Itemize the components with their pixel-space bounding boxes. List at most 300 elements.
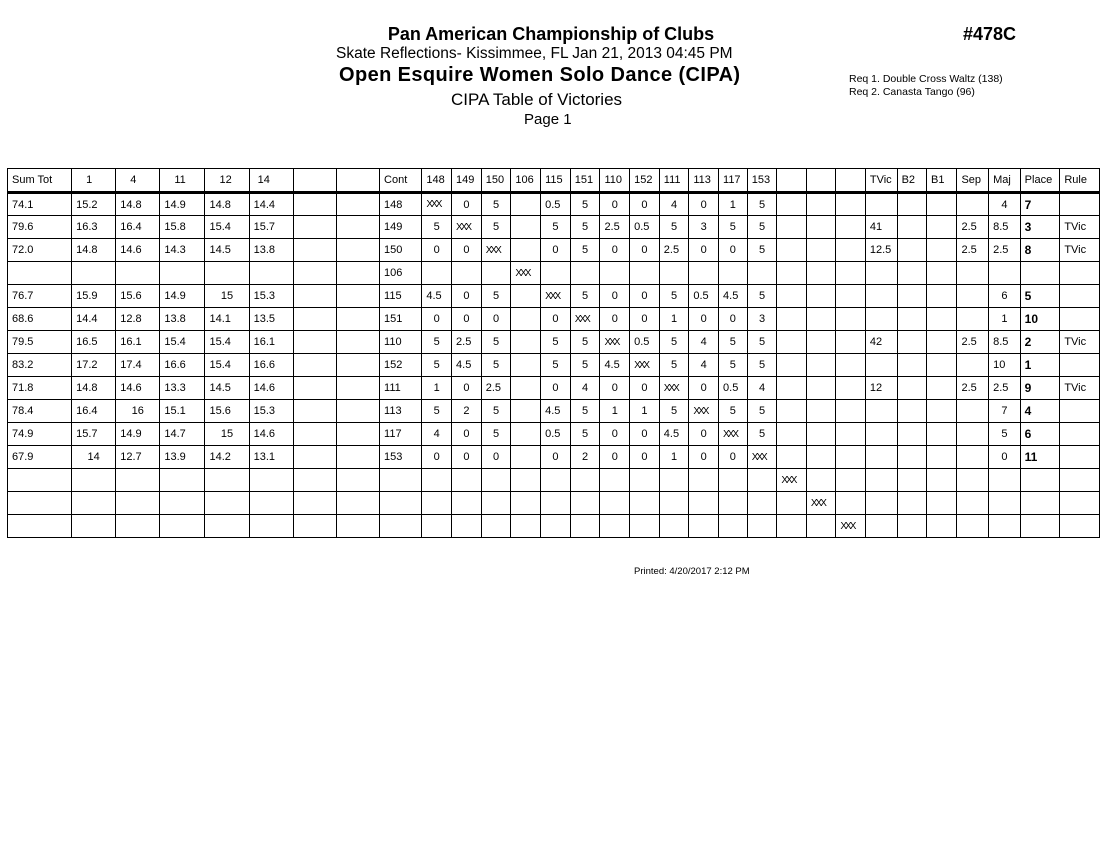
table-cell [293,492,336,515]
table-cell: 4 [747,377,777,400]
table-cell [777,446,806,469]
table-cell [865,262,897,285]
table-cell: 1 [630,400,660,423]
table-cell [836,423,865,446]
table-cell [570,492,600,515]
table-cell [897,515,926,538]
table-cell: 2.5 [957,216,989,239]
table-cell: 0 [452,193,482,216]
table-cell: 0 [600,377,630,400]
printed-timestamp: Printed: 4/20/2017 2:12 PM [634,566,750,577]
table-cell [865,354,897,377]
table-cell [957,492,989,515]
table-cell [72,469,116,492]
table-cell [511,354,541,377]
table-cell [600,492,630,515]
table-cell: 2.5 [957,239,989,262]
column-header: 12 [205,169,249,193]
table-cell [336,285,379,308]
table-cell [927,400,957,423]
table-cell: 5 [570,423,600,446]
table-cell: 0 [541,239,571,262]
table-cell: 2.5 [957,331,989,354]
table-cell [541,262,571,285]
table-cell [293,515,336,538]
table-cell: 0.5 [689,285,719,308]
table-cell [452,262,482,285]
table-cell: 4.5 [659,423,689,446]
table-cell: 13.3 [160,377,205,400]
table-cell: 0 [630,193,660,216]
table-cell [570,469,600,492]
table-cell: 78.4 [8,400,72,423]
self-cross-cell: XXX [452,216,482,239]
table-cell: 14.8 [116,193,160,216]
table-cell [336,377,379,400]
table-cell [293,469,336,492]
table-cell [836,492,865,515]
table-cell: 4 [570,377,600,400]
column-header: TVic [865,169,897,193]
table-cell [927,469,957,492]
table-cell [293,377,336,400]
table-cell: 5 [747,239,777,262]
self-cross-cell: XXX [570,308,600,331]
event-name: Open Esquire Women Solo Dance (CIPA) [339,64,741,86]
table-cell: 76.7 [8,285,72,308]
table-cell: 0 [689,423,719,446]
table-cell: 74.1 [8,193,72,216]
table-cell [452,492,482,515]
table-cell: 74.9 [8,423,72,446]
victories-table [7,168,1100,538]
table-cell: 15 [205,285,249,308]
table-row [8,216,1100,239]
table-cell [777,285,806,308]
table-cell [1060,354,1100,377]
table-cell [897,285,926,308]
table-cell: 150 [380,239,422,262]
table-cell [8,262,72,285]
table-cell: 149 [380,216,422,239]
requirements-list [849,73,1003,99]
table-cell [659,469,689,492]
column-header: 151 [570,169,600,193]
table-row [8,377,1100,400]
table-cell: 15.4 [205,331,249,354]
table-cell [806,469,835,492]
table-cell: 0 [630,377,660,400]
table-cell [777,423,806,446]
place-cell [1020,492,1060,515]
column-header: 110 [600,169,630,193]
table-cell: 0.5 [541,193,571,216]
report-subtitle: CIPA Table of Victories [451,90,623,109]
table-cell [777,515,806,538]
table-cell [927,239,957,262]
table-cell: 67.9 [8,446,72,469]
table-cell [719,469,748,492]
table-cell: 0 [481,446,511,469]
table-cell: 14.9 [160,285,205,308]
table-cell [293,239,336,262]
table-cell [630,515,660,538]
table-cell [806,285,835,308]
table-cell [511,193,541,216]
table-cell [836,354,865,377]
table-cell: 0.5 [630,216,660,239]
table-cell [511,446,541,469]
requirement-2: Req 2. Canasta Tango (96) [849,86,975,98]
table-cell [422,515,452,538]
column-header [336,169,379,193]
self-cross-cell: XXX [600,331,630,354]
table-cell: 3 [689,216,719,239]
table-cell [897,469,926,492]
table-cell: 15.4 [205,216,249,239]
column-header: Sum Tot [8,169,72,193]
table-cell: TVic [1060,216,1100,239]
table-cell [336,446,379,469]
table-cell [293,354,336,377]
page-number: Page 1 [524,111,572,128]
table-cell [836,239,865,262]
table-cell: 0 [719,239,748,262]
table-cell [897,193,926,216]
table-cell [293,400,336,423]
table-cell [630,469,660,492]
table-cell: 2.5 [989,377,1021,400]
table-cell [806,216,835,239]
table-cell: 16.3 [72,216,116,239]
table-cell: 5 [570,331,600,354]
table-cell [836,331,865,354]
table-cell [989,515,1021,538]
table-cell [927,308,957,331]
table-cell: 5 [570,193,600,216]
table-cell: 7 [989,400,1021,423]
table-cell: 106 [380,262,422,285]
place-cell: 10 [1020,308,1060,331]
column-header: B2 [897,169,926,193]
table-cell: 4.5 [422,285,452,308]
table-cell [777,492,806,515]
table-cell [836,285,865,308]
table-cell [72,262,116,285]
table-cell [422,469,452,492]
table-cell: 5 [719,400,748,423]
table-cell: 13.8 [249,239,293,262]
table-cell: 14.9 [116,423,160,446]
table-cell: 5 [481,216,511,239]
table-cell [865,446,897,469]
table-cell [293,423,336,446]
report-title: Pan American Championship of Clubs [387,24,715,44]
table-cell: 5 [747,285,777,308]
place-cell [1020,262,1060,285]
table-cell: 0 [422,308,452,331]
table-cell: 13.8 [160,308,205,331]
table-cell: 0 [600,239,630,262]
table-cell: 6 [989,285,1021,308]
table-cell [1060,423,1100,446]
table-row [8,354,1100,377]
table-cell: 13.5 [249,308,293,331]
table-cell: 15.4 [205,354,249,377]
table-cell: 1 [989,308,1021,331]
table-row [8,469,1100,492]
place-cell: 9 [1020,377,1060,400]
table-cell [806,193,835,216]
table-row [8,400,1100,423]
table-cell [249,515,293,538]
table-cell [806,515,835,538]
table-cell: 0 [600,308,630,331]
table-cell: 5 [541,331,571,354]
table-cell [957,446,989,469]
table-cell: 5 [422,400,452,423]
table-cell: 2.5 [659,239,689,262]
table-cell [336,193,379,216]
table-cell: 4 [689,354,719,377]
table-row [8,262,1100,285]
table-cell: 12 [865,377,897,400]
column-header: 153 [747,169,777,193]
table-cell [897,308,926,331]
table-cell [205,492,249,515]
table-cell [897,377,926,400]
table-cell: 148 [380,193,422,216]
table-cell [116,515,160,538]
table-cell [452,515,482,538]
table-cell [897,216,926,239]
place-cell [1020,515,1060,538]
table-cell [511,377,541,400]
table-cell [806,308,835,331]
table-cell: 14.8 [205,193,249,216]
table-cell [630,492,660,515]
table-cell [600,515,630,538]
table-row [8,515,1100,538]
table-cell [927,492,957,515]
table-cell: 4 [422,423,452,446]
table-cell [836,308,865,331]
table-cell: 41 [865,216,897,239]
place-cell: 3 [1020,216,1060,239]
table-cell: TVic [1060,377,1100,400]
table-cell: 5 [570,239,600,262]
table-cell [777,308,806,331]
table-cell: 14.6 [249,423,293,446]
table-cell [481,262,511,285]
table-cell: 1 [719,193,748,216]
table-cell: 5 [481,400,511,423]
column-header: 1 [72,169,116,193]
column-header [293,169,336,193]
table-row [8,423,1100,446]
table-cell: 4.5 [452,354,482,377]
table-cell: 1 [659,308,689,331]
self-cross-cell: XXX [630,354,660,377]
table-cell [1060,469,1100,492]
table-cell: 113 [380,400,422,423]
self-cross-cell: XXX [481,239,511,262]
table-cell: 16 [116,400,160,423]
place-cell: 7 [1020,193,1060,216]
column-header: 117 [719,169,748,193]
table-cell: 5 [719,331,748,354]
column-header: 152 [630,169,660,193]
table-cell [865,469,897,492]
table-cell: 5 [541,216,571,239]
table-cell [989,469,1021,492]
table-cell [511,239,541,262]
table-cell [897,400,926,423]
table-cell [160,262,205,285]
table-cell [957,193,989,216]
table-row [8,446,1100,469]
table-cell [806,377,835,400]
table-cell: 42 [865,331,897,354]
table-cell: 71.8 [8,377,72,400]
table-cell: 0 [630,285,660,308]
table-cell: 152 [380,354,422,377]
table-cell [380,515,422,538]
table-cell [336,308,379,331]
self-cross-cell: XXX [422,193,452,216]
self-cross-cell: XXX [511,262,541,285]
self-cross-cell: XXX [747,446,777,469]
self-cross-cell: XXX [689,400,719,423]
table-cell [72,492,116,515]
table-cell: 13.1 [249,446,293,469]
table-cell: 14.7 [160,423,205,446]
table-cell [777,400,806,423]
table-cell: 14.6 [116,377,160,400]
table-cell [865,285,897,308]
table-cell: 2.5 [481,377,511,400]
table-cell: 16.5 [72,331,116,354]
table-cell [160,515,205,538]
table-cell: 5 [659,400,689,423]
table-cell: 5 [719,354,748,377]
table-cell [511,331,541,354]
table-cell [511,469,541,492]
table-cell [897,239,926,262]
table-cell [1060,285,1100,308]
place-cell: 11 [1020,446,1060,469]
table-cell: 2.5 [452,331,482,354]
table-cell: 4.5 [541,400,571,423]
column-header [806,169,835,193]
table-cell: 0 [689,308,719,331]
table-cell: 0 [422,239,452,262]
table-cell [541,492,571,515]
table-cell [836,377,865,400]
place-cell: 8 [1020,239,1060,262]
table-cell [205,469,249,492]
table-cell: 13.9 [160,446,205,469]
table-cell [1060,262,1100,285]
table-cell: 5 [481,331,511,354]
table-cell [836,446,865,469]
table-cell: 0 [989,446,1021,469]
table-cell [205,262,249,285]
table-cell [747,262,777,285]
place-cell [1020,469,1060,492]
table-cell [777,377,806,400]
table-cell: 4 [989,193,1021,216]
table-cell [806,446,835,469]
table-cell [806,331,835,354]
table-cell [336,331,379,354]
table-cell [957,400,989,423]
column-header: Cont [380,169,422,193]
table-cell [336,492,379,515]
table-cell: 14.5 [205,377,249,400]
column-header: Sep [957,169,989,193]
table-cell [806,262,835,285]
table-cell [511,492,541,515]
table-cell [600,262,630,285]
self-cross-cell: XXX [719,423,748,446]
table-cell: 2.5 [957,377,989,400]
table-cell: 0 [600,193,630,216]
table-cell [336,469,379,492]
table-cell [380,492,422,515]
table-cell: 14.3 [160,239,205,262]
table-cell: 5 [481,423,511,446]
table-row [8,285,1100,308]
table-cell [570,262,600,285]
table-cell [511,515,541,538]
table-cell [249,262,293,285]
table-cell: 5 [719,216,748,239]
table-cell: 14 [72,446,116,469]
requirement-1: Req 1. Double Cross Waltz (138) [849,73,1003,85]
column-header: 4 [116,169,160,193]
table-cell: 16.6 [160,354,205,377]
table-cell [897,492,926,515]
table-cell [422,492,452,515]
table-cell: 0 [600,285,630,308]
table-cell: 68.6 [8,308,72,331]
table-row [8,239,1100,262]
table-cell: 5 [481,193,511,216]
table-cell: 5 [570,400,600,423]
table-cell: 14.8 [72,377,116,400]
table-cell [927,285,957,308]
table-cell [336,262,379,285]
table-cell: 15.3 [249,400,293,423]
table-cell: 3 [747,308,777,331]
table-cell: 14.6 [116,239,160,262]
column-header: 111 [659,169,689,193]
table-cell [865,492,897,515]
table-cell [719,515,748,538]
table-cell: 15.7 [72,423,116,446]
table-cell [927,331,957,354]
place-cell: 6 [1020,423,1060,446]
table-cell: 0 [600,446,630,469]
table-cell [897,423,926,446]
table-cell: 110 [380,331,422,354]
table-cell [777,331,806,354]
table-cell: 5 [570,354,600,377]
table-cell [630,262,660,285]
table-header-row [8,169,1100,193]
table-cell: 15.6 [205,400,249,423]
